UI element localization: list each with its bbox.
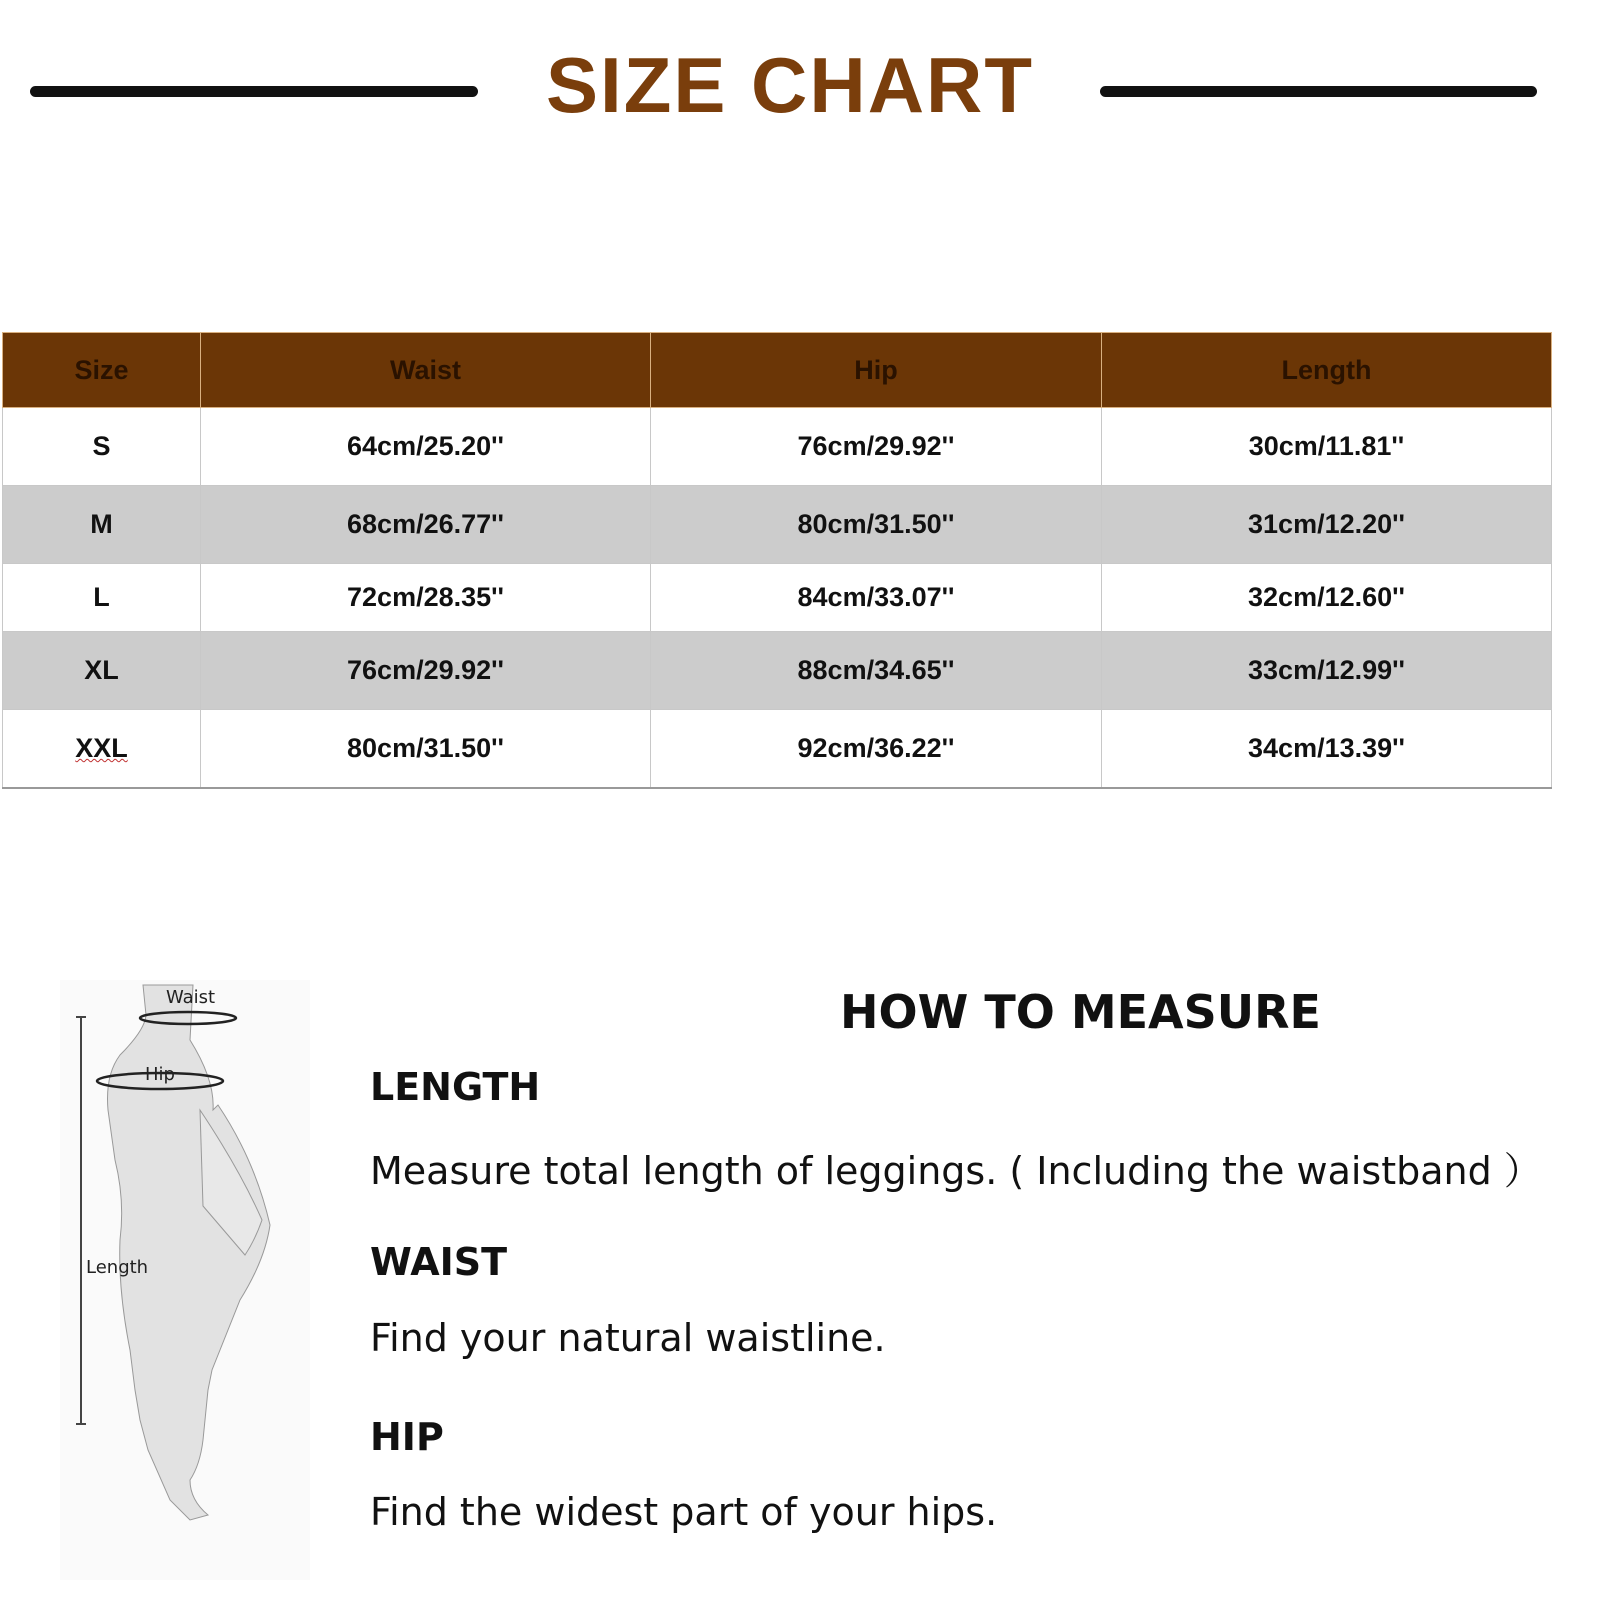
- cell-waist: 68cm/26.77'': [201, 486, 651, 564]
- waist-instruction: Find your natural waistline.: [370, 1316, 886, 1360]
- title-rule-right: [1100, 86, 1537, 97]
- table-row: [3, 564, 1552, 632]
- hip-heading: HIP: [370, 1415, 444, 1459]
- table-row: [3, 486, 1552, 564]
- cell-waist: 76cm/29.92'': [201, 632, 651, 710]
- cell-hip: 80cm/31.50'': [651, 486, 1102, 564]
- cell-size: XL: [3, 632, 201, 710]
- waist-label: Waist: [166, 987, 216, 1008]
- cell-hip: 88cm/34.65'': [651, 632, 1102, 710]
- table-header-row: [3, 333, 1552, 408]
- table-row: [3, 632, 1552, 710]
- hip-instruction: Find the widest part of your hips.: [370, 1490, 998, 1534]
- page-title: SIZE CHART: [546, 41, 1034, 129]
- title-rule-left: [30, 86, 478, 97]
- cell-waist: 72cm/28.35'': [201, 564, 651, 632]
- leggings-measurement-figure: [40, 960, 340, 1580]
- cell-hip: 84cm/33.07'': [651, 564, 1102, 632]
- hip-label: Hip: [145, 1064, 175, 1085]
- cell-length: 33cm/12.99'': [1102, 632, 1552, 710]
- cell-length: 31cm/12.20'': [1102, 486, 1552, 564]
- table-row: [3, 710, 1552, 788]
- cell-waist: 64cm/25.20'': [201, 408, 651, 486]
- header-length: Length: [1102, 333, 1552, 408]
- length-label: Length: [86, 1257, 149, 1278]
- size-table: [2, 332, 1552, 789]
- cell-size: L: [3, 564, 201, 632]
- cell-length: 32cm/12.60'': [1102, 564, 1552, 632]
- header-hip: Hip: [651, 333, 1102, 408]
- table-row: [3, 408, 1552, 486]
- header-waist: Waist: [201, 333, 651, 408]
- cell-size: S: [3, 408, 201, 486]
- cell-hip: 92cm/36.22'': [651, 710, 1102, 788]
- how-to-measure-heading: HOW TO MEASURE: [840, 985, 1321, 1039]
- size-xxl: XXL: [75, 732, 128, 763]
- length-heading: LENGTH: [370, 1065, 541, 1109]
- cell-size: M: [3, 486, 201, 564]
- length-instruction: Measure total length of leggings. ( Including the waistband ）: [370, 1149, 1542, 1193]
- cell-waist: 80cm/31.50'': [201, 710, 651, 788]
- cell-length: 30cm/11.81'': [1102, 408, 1552, 486]
- cell-length: 34cm/13.39'': [1102, 710, 1552, 788]
- cell-hip: 76cm/29.92'': [651, 408, 1102, 486]
- waist-heading: WAIST: [370, 1240, 508, 1284]
- cell-size: [3, 710, 201, 788]
- header-size: Size: [3, 333, 201, 408]
